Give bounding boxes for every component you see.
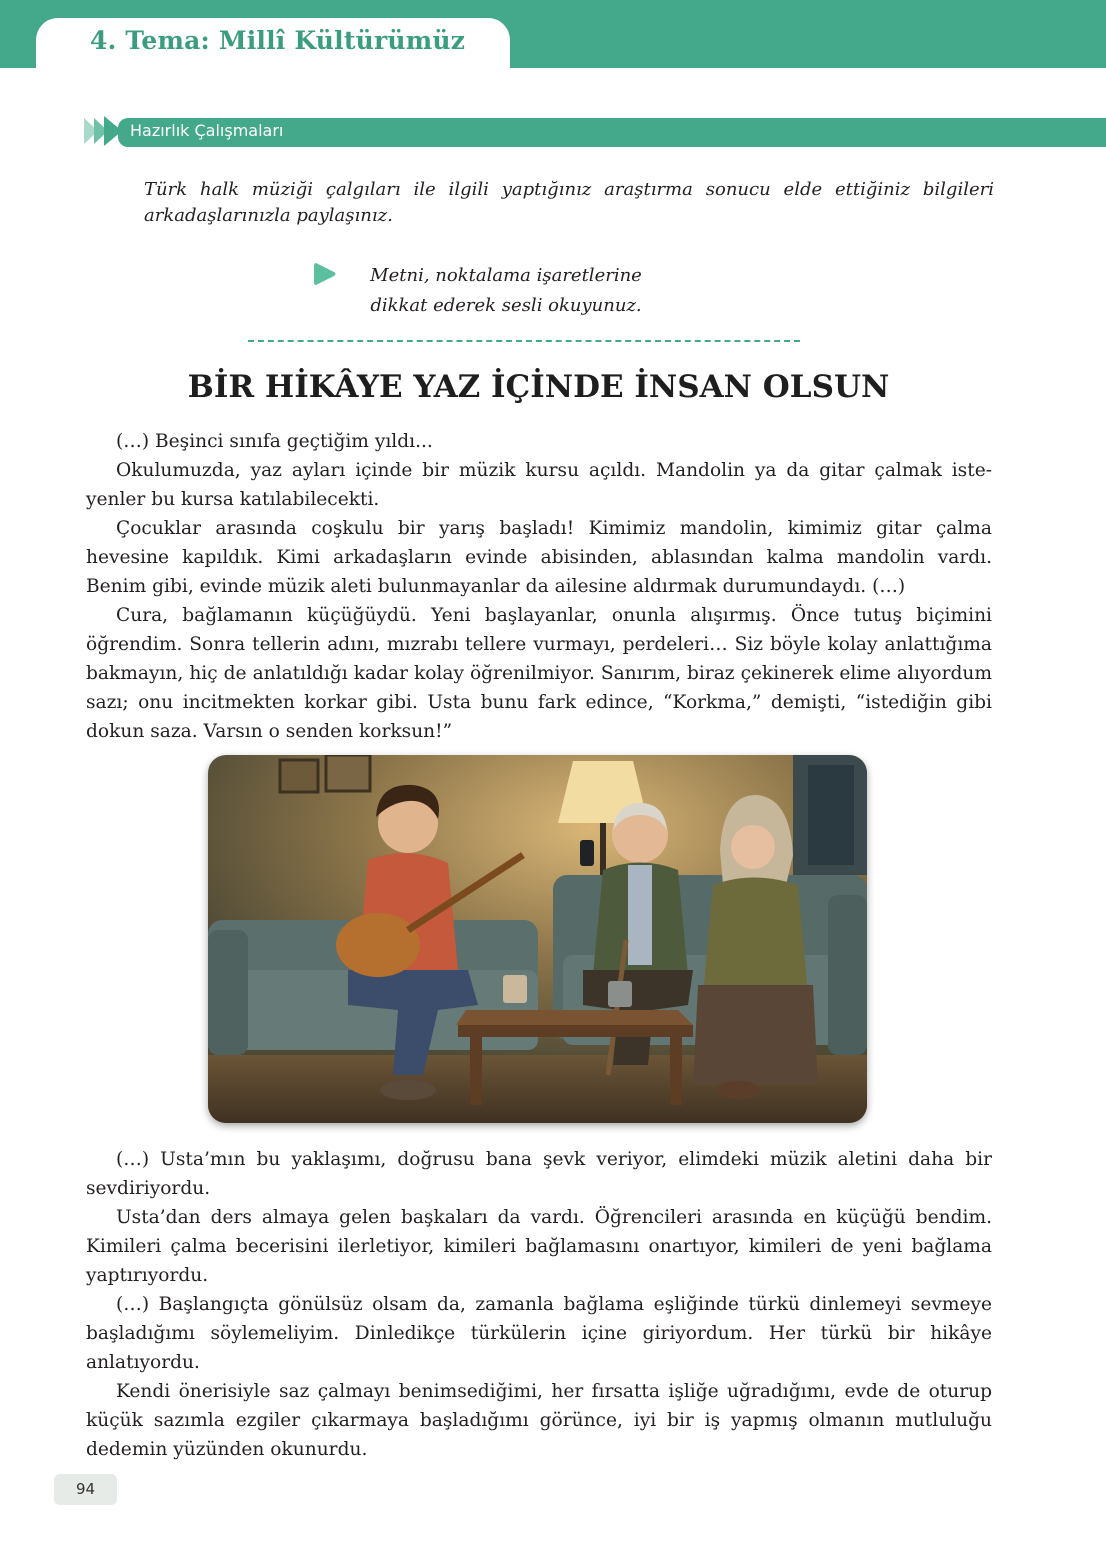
reading-instruction	[344, 261, 668, 321]
play-arrow-icon	[312, 261, 338, 287]
story-paragraph: (…) Usta’mın bu yaklaşımı, doğrusu bana şevk veriyor, elimdeki müzik aletini daha bir sevdiriyordu.	[86, 1149, 992, 1199]
reading-instruction-line2: dikkat ederek sesli okuyunuz.	[370, 295, 642, 316]
preparation-instruction: Türk halk müziği çalgıları ile ilgili yaptığınız araştırma sonucu elde ettiğiniz bilgileri arkadaşlarınızla paylaşınız.	[144, 179, 994, 226]
illustration-drawing	[208, 755, 867, 1123]
story-paragraph: Çocuklar arasında coşkulu bir yarış başladı! Kimimiz mandolin, kimimiz gitar çalma hevesine kapıldık. Kimi arkadaşların evinde abisinden, ablasından kalma mandolin vardı. Benim gibi, evinde müzik aleti bulunmayanlar da ailesine aldırmak durumundaydı. (…)	[86, 518, 992, 597]
story-paragraph: (…) Beşinci sınıfa geçtiğim yıldı...	[116, 431, 433, 452]
story-paragraph: Cura, bağlamanın küçüğüydü. Yeni başlayanlar, onunla alışırmış. Önce tutuş biçimini öğrendim. Sonra tellerin adını, mızrabı tellere vurmayı, perdeleri… Siz böyle kolay anlattığıma bakmayın, hiç de anlatıldığı kadar kolay öğrenilmiyor. Sanırım, biraz çekinerek elime alıyordum sazı; onu incitmekten korkar gibi. Usta bunu fark edince, “Korkma,” demişti, “istediğin gibi dokun saza. Varsın o senden korksun!”	[86, 605, 992, 742]
story-paragraph: Usta’dan ders almaya gelen başkaları da vardı. Öğrencileri arasında en küçüğü bendim. Kimileri çalma becerisini ilerletiyor, kimileri bağlamasını onartıyor, kimileri de yeni bağlama yaptırıyordu.	[86, 1207, 992, 1286]
story-paragraph: Kendi önerisiyle saz çalmayı benimsediğimi, her fırsatta işliğe uğradığımı, evde de oturup küçük sazımla ezgiler çıkarmaya başladığımı görünce, iyi bir iş yapmış olmanın mutluluğu dedemin yüzünden okunurdu.	[86, 1381, 992, 1460]
story-paragraph: (…) Başlangıçta gönülsüz olsam da, zamanla bağlama eşliğinde türkü dinlemeyi sevmeye başladığımı söylemeliyim. Dinledikçe türkülerin içine giriyordum. Her türkü bir hikâye anlatıyordu.	[86, 1294, 992, 1373]
dashed-divider	[248, 340, 800, 342]
reading-instruction-line1: Metni, noktalama işaretlerine	[370, 265, 642, 286]
story-paragraph: Okulumuzda, yaz ayları içinde bir müzik kursu açıldı. Mandolin ya da gitar çalmak isteyenler bu kursa katılabilecekti.	[86, 460, 992, 510]
page-number: 94	[75, 1480, 96, 1498]
theme-title: 4. Tema: Millî Kültürümüz	[90, 26, 466, 55]
story-text-bottom	[86, 1145, 992, 1464]
story-illustration	[208, 755, 867, 1123]
preparation-label: Hazırlık Çalışmaları	[130, 121, 284, 140]
story-title: BİR HİKÂYE YAZ İÇİNDE İNSAN OLSUN	[187, 369, 890, 405]
story-text-top	[86, 427, 992, 746]
